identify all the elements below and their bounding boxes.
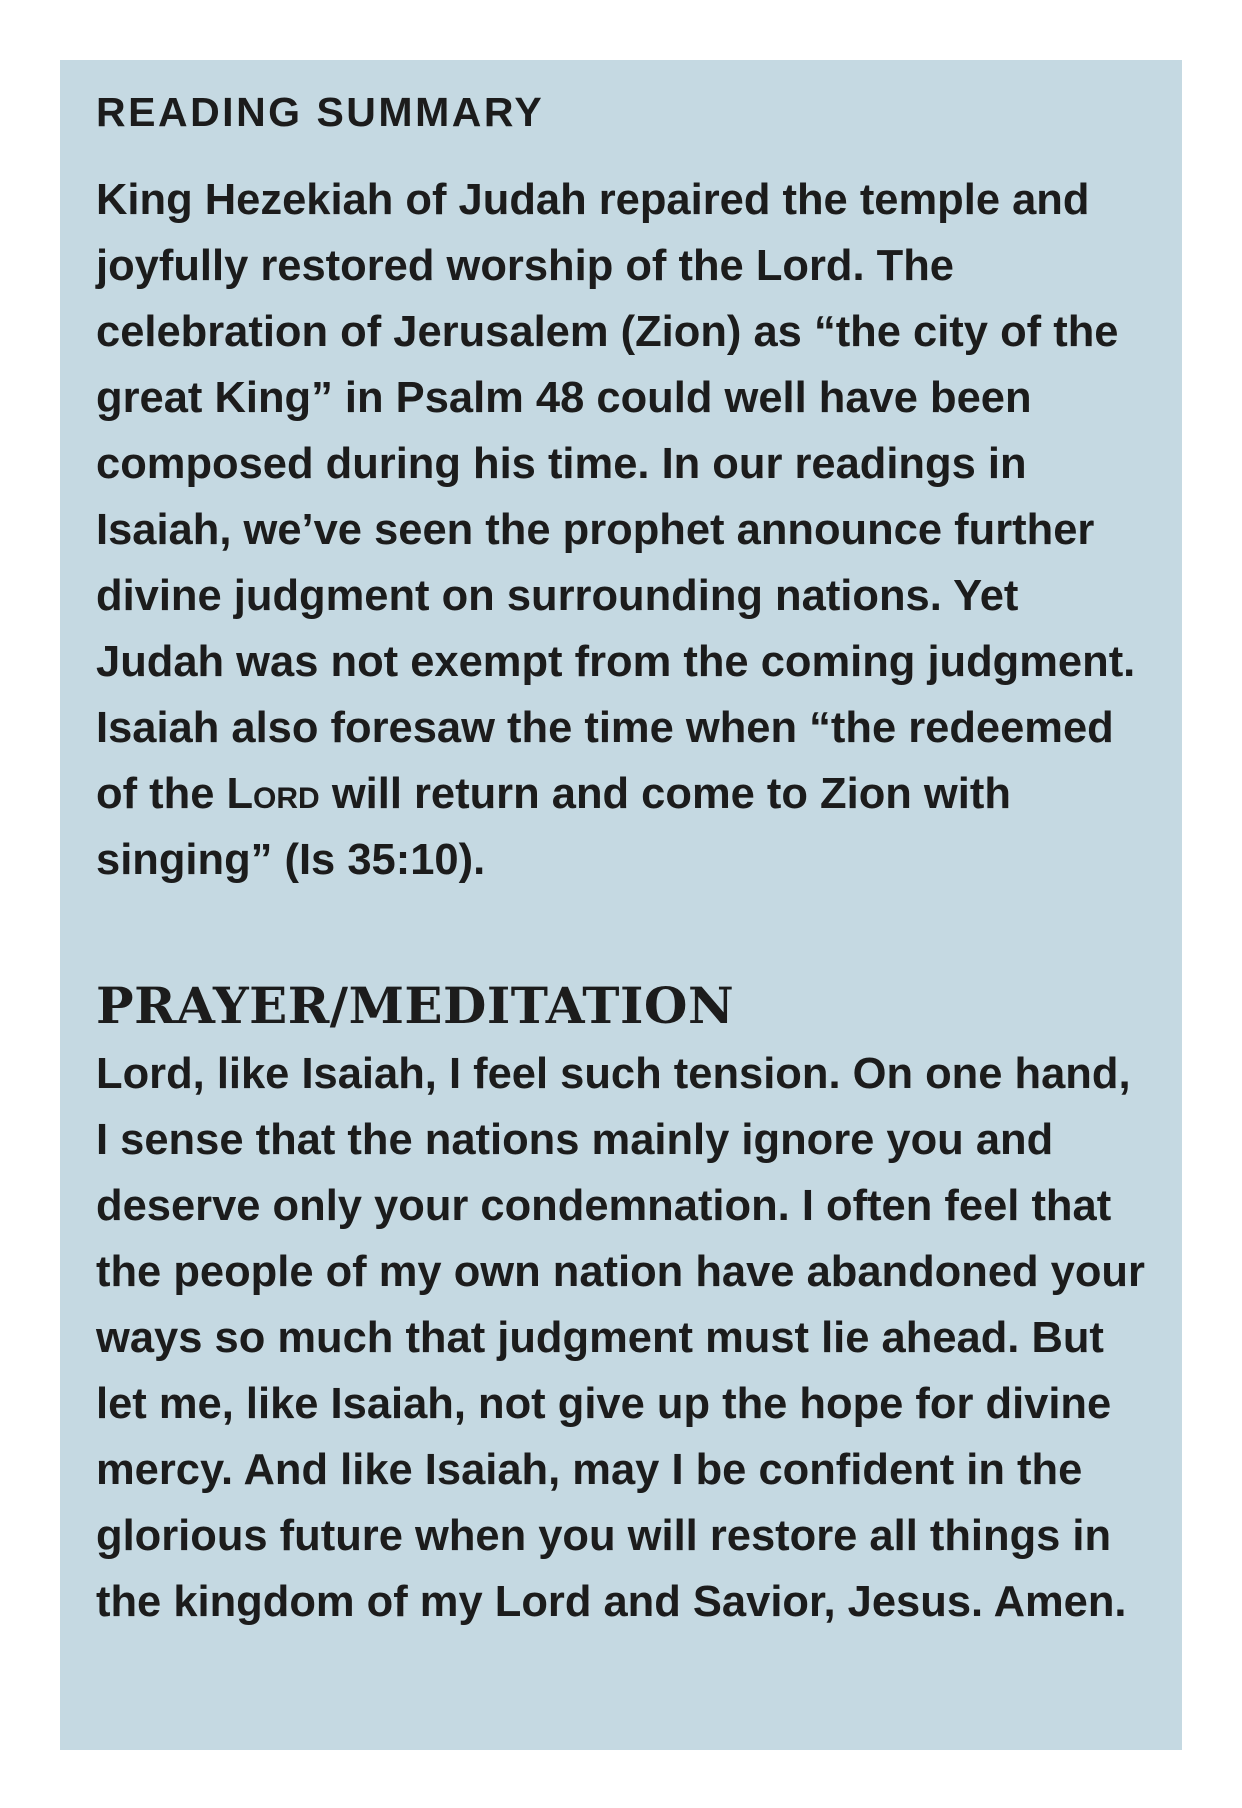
- reading-summary-text-part-2: will return and come to Zion with singing” (Is 35:10).: [96, 770, 1011, 884]
- reading-summary-text-part-1: King Hezekiah of Judah repaired the temple and joyfully restored worship of the Lord. The celebration of Jerusalem (Zion) as “the city of the great King” in Psalm 48 could well have been composed during his time. In our readings in Isaiah, we’ve seen the prophet announce further divine judgment on surrounding nations. Yet Judah was not exempt from the coming judgment. Isaiah also foresaw the time when “the redeemed of the: [96, 176, 1136, 818]
- prayer-meditation-text: Lord, like Isaiah, I feel such tension. On one hand, I sense that the nations mainly ignore you and deserve only your condemnation. I often feel that the people of my own nation have abandoned your ways so much that judgment must lie ahead. But let me, like Isaiah, not give up the hope for divine mercy. And like Isaiah, may I be confident in the glorious future when you will restore all things in the kingdom of my Lord and Savior, Jesus. Amen.: [96, 1050, 1145, 1626]
- reading-summary-text: [96, 167, 1154, 893]
- lord-small-caps: Lord: [226, 770, 320, 818]
- reading-summary-heading: READING SUMMARY: [96, 89, 545, 135]
- devotional-panel: [60, 60, 1182, 1750]
- prayer-meditation-heading: PRAYER/MEDITATION: [96, 976, 735, 1035]
